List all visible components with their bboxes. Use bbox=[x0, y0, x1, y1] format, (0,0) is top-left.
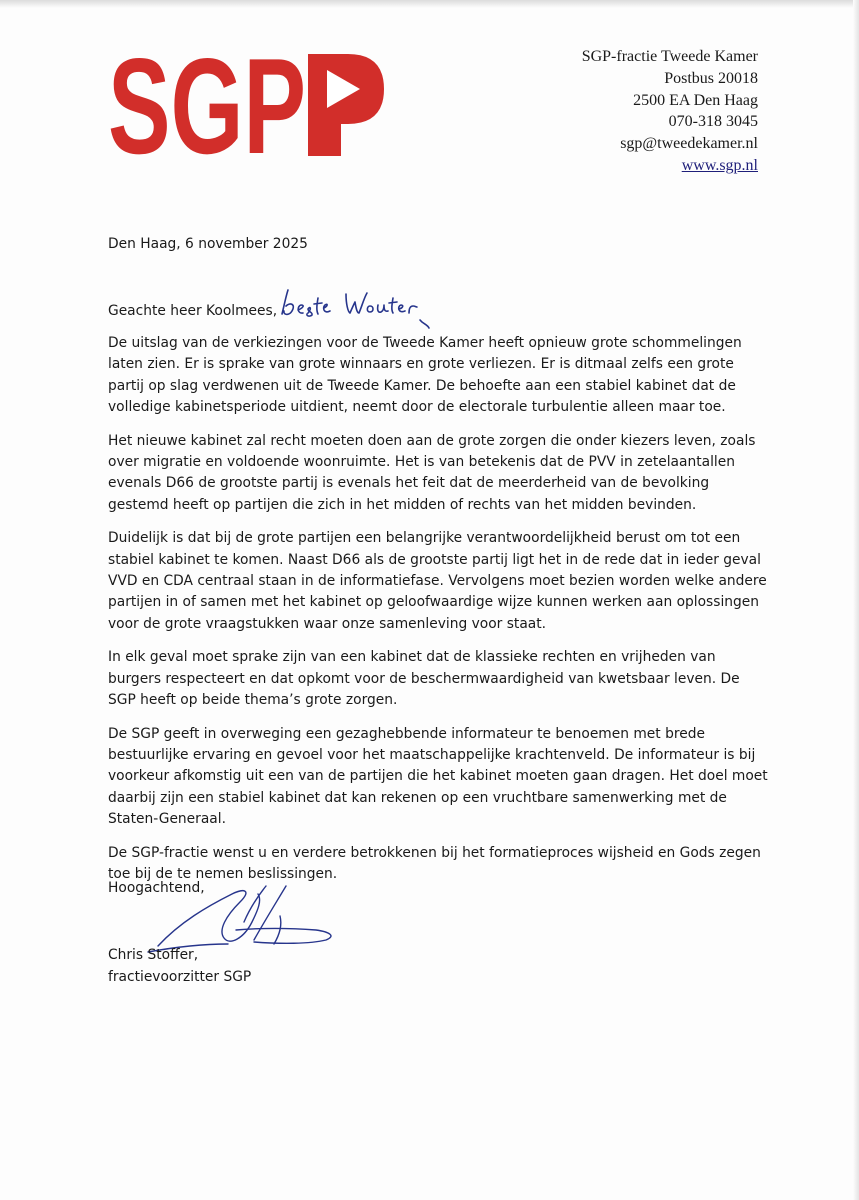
paragraph: Het nieuwe kabinet zal recht moeten doen aan de grote zorgen die onder kiezers leven, zoals over migratie en voldoende woonruimte. Het is van betekenis dat de PVV in zetelaantallen evenals D66 de grootste partij is evenals het feit dat de meerderheid van de bevolking gestemd heeft op partijen die zich in het midden of rechts van het midden bevinden. bbox=[108, 432, 756, 513]
letterhead-address bbox=[582, 46, 758, 177]
letter-date: Den Haag, 6 november 2025 bbox=[108, 236, 308, 252]
paragraph: De SGP geeft in overweging een gezaghebbende informateur te benoemen met brede bestuurlijke ervaring en gevoel voor het maatschappelijke krachtenveld. De informateur is bij voorkeur afkomstig uit een van de partijen die het kabinet moeten gaan dragen. Het doel moet daarbij zijn een stabiel kabinet dat kan rekenen op een vruchtbare samenwerking met de Staten-Generaal. bbox=[108, 725, 768, 827]
paragraph: De SGP-fractie wenst u en verdere betrokkenen bij het formatieproces wijsheid en Gods zegen toe bij de te nemen beslissingen. bbox=[108, 844, 761, 883]
postal-city: 2500 EA Den Haag bbox=[633, 91, 758, 109]
signer-title: fractievoorzitter SGP bbox=[108, 968, 252, 985]
closing: Hoogachtend, bbox=[108, 880, 205, 896]
scan-edge-top bbox=[0, 0, 859, 8]
signer-name: Chris Stoffer, bbox=[108, 947, 199, 963]
email-address[interactable]: sgp@tweedekamer.nl bbox=[620, 135, 758, 153]
play-triangle-icon bbox=[308, 54, 384, 156]
scan-edge-right bbox=[853, 0, 859, 1200]
salutation: Geachte heer Koolmees, bbox=[108, 303, 278, 319]
website-link[interactable]: www.sgp.nl bbox=[681, 156, 758, 174]
paragraph: De uitslag van de verkiezingen voor de Tweede Kamer heeft opnieuw grote schommelingen laten zien. Er is sprake van grote winnaars en grote verliezen. Er is ditmaal zelfs een grote partij op slag verdwenen uit de Tweede Kamer. De behoefte aan een stabiel kabinet dat de volledige kabinetsperiode uitdient, neemt door de electorale turbulentie alleen maar toe. bbox=[108, 335, 742, 415]
phone-number: 070-318 3045 bbox=[668, 113, 758, 131]
paragraph: In elk geval moet sprake zijn van een kabinet dat de klassieke rechten en vrijheden van burgers respecteert en dat opkomt voor de beschermwaardigheid van kwetsbaar leven. De SGP heeft op beide thema’s grote zorgen. bbox=[108, 649, 740, 708]
signer-block bbox=[108, 945, 251, 988]
organization-name: SGP-fractie Tweede Kamer bbox=[581, 48, 758, 65]
postbus: Postbus 20018 bbox=[664, 69, 758, 87]
letter-body bbox=[108, 333, 768, 898]
sgp-logo bbox=[108, 52, 384, 158]
handwritten-greeting bbox=[272, 284, 442, 334]
sgp-logo-text: SGP bbox=[108, 52, 306, 158]
paragraph: Duidelijk is dat bij de grote partijen een belangrijke verantwoordelijkheid berust om tot een stabiel kabinet te komen. Naast D66 als de grootste partij ligt het in de rede dat in ieder geval VVD en CDA centraal staan in de informatiefase. Vervolgens moet bezien worden welke andere partijen in of samen met het kabinet op geloofwaardige wijze kunnen werken aan oplossingen voor de grote vraagstukken waar onze samenleving voor staat. bbox=[108, 530, 767, 632]
